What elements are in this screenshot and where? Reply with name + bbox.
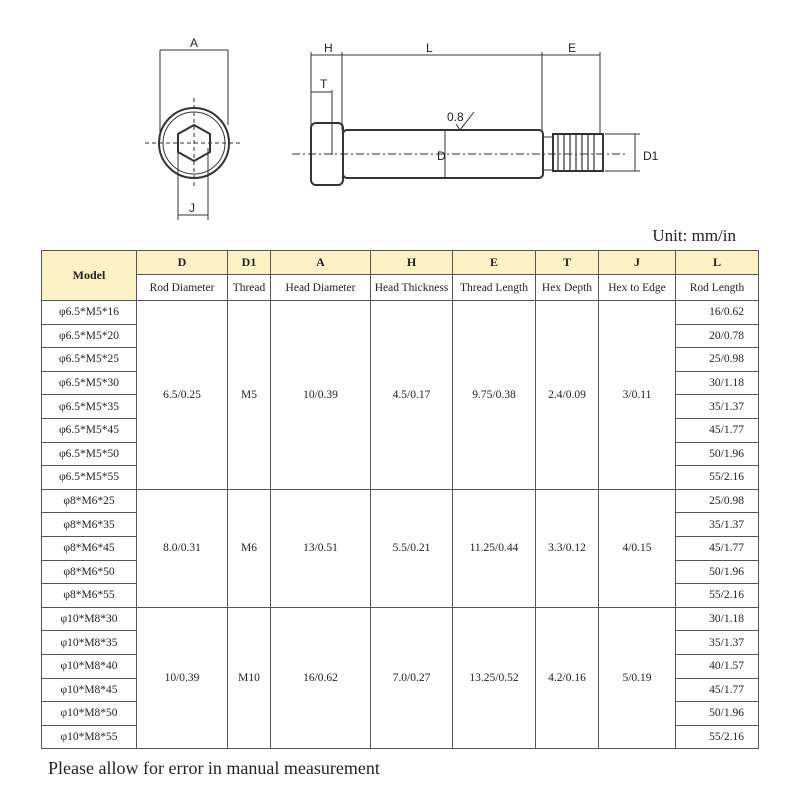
rod-length-cell: 25/0.98: [676, 489, 759, 513]
header-name-e: Thread Length: [453, 275, 536, 301]
spec-cell-j: 5/0.19: [599, 607, 676, 749]
header-name-l: Rod Length: [676, 275, 759, 301]
rod-length-cell: 40/1.57: [676, 654, 759, 678]
rod-length-cell: 50/1.96: [676, 560, 759, 584]
spec-cell-d1: M10: [228, 607, 271, 749]
model-cell: φ10*M8*45: [42, 678, 137, 702]
spec-cell-t: 3.3/0.12: [536, 489, 599, 607]
surface-roughness-label: 0.8: [447, 110, 464, 124]
spec-cell-t: 2.4/0.09: [536, 301, 599, 490]
spec-cell-h: 4.5/0.17: [371, 301, 453, 490]
measurement-note: Please allow for error in manual measurement: [48, 758, 380, 778]
model-cell: φ10*M8*30: [42, 607, 137, 631]
dim-label-d1: D1: [643, 149, 659, 163]
header-code-h: H: [371, 251, 453, 275]
header-code-d: D: [137, 251, 228, 275]
table-row: [42, 489, 759, 513]
model-cell: φ6.5*M5*16: [42, 301, 137, 325]
dim-label-e: E: [568, 41, 577, 55]
spec-cell-a: 16/0.62: [271, 607, 371, 749]
header-code-l: L: [676, 251, 759, 275]
model-cell: φ8*M6*25: [42, 489, 137, 513]
dim-label-h: H: [324, 41, 333, 55]
header-code-t: T: [536, 251, 599, 275]
rod-length-cell: 55/2.16: [676, 466, 759, 490]
rod-length-cell: 25/0.98: [676, 348, 759, 372]
rod-length-cell: 20/0.78: [676, 324, 759, 348]
model-cell: φ8*M6*55: [42, 584, 137, 608]
header-model: Model: [42, 251, 137, 301]
spec-cell-h: 7.0/0.27: [371, 607, 453, 749]
header-name-a: Head Diameter: [271, 275, 371, 301]
rod-length-cell: 35/1.37: [676, 631, 759, 655]
header-name-j: Hex to Edge: [599, 275, 676, 301]
header-code-a: A: [271, 251, 371, 275]
spec-cell-d1: M5: [228, 301, 271, 490]
header-name-d: Rod Diameter: [137, 275, 228, 301]
dim-label-t: T: [320, 77, 328, 91]
spec-cell-e: 11.25/0.44: [453, 489, 536, 607]
spec-cell-a: 13/0.51: [271, 489, 371, 607]
header-name-t: Hex Depth: [536, 275, 599, 301]
model-cell: φ6.5*M5*30: [42, 371, 137, 395]
header-row-names: [42, 275, 759, 301]
header-code-j: J: [599, 251, 676, 275]
header-name-h: Head Thickness: [371, 275, 453, 301]
model-cell: φ8*M6*45: [42, 536, 137, 560]
dim-label-l: L: [426, 41, 433, 55]
rod-length-cell: 30/1.18: [676, 607, 759, 631]
rod-length-cell: 50/1.96: [676, 702, 759, 726]
unit-label: Unit: mm/in: [652, 226, 736, 245]
spec-cell-d1: M6: [228, 489, 271, 607]
model-cell: φ6.5*M5*45: [42, 418, 137, 442]
spec-cell-t: 4.2/0.16: [536, 607, 599, 749]
rod-length-cell: 45/1.77: [676, 418, 759, 442]
model-cell: φ10*M8*40: [42, 654, 137, 678]
model-cell: φ10*M8*55: [42, 725, 137, 749]
spec-cell-a: 10/0.39: [271, 301, 371, 490]
table-row: [42, 301, 759, 325]
table-row: [42, 607, 759, 631]
spec-cell-e: 9.75/0.38: [453, 301, 536, 490]
header-code-e: E: [453, 251, 536, 275]
spec-cell-d: 10/0.39: [137, 607, 228, 749]
header-row-codes: [42, 251, 759, 275]
spec-table: [41, 250, 759, 749]
model-cell: φ10*M8*50: [42, 702, 137, 726]
spec-cell-h: 5.5/0.21: [371, 489, 453, 607]
rod-length-cell: 55/2.16: [676, 725, 759, 749]
dim-label-d: D: [437, 149, 446, 163]
spec-cell-d: 8.0/0.31: [137, 489, 228, 607]
model-cell: φ6.5*M5*55: [42, 466, 137, 490]
header-code-d1: D1: [228, 251, 271, 275]
rod-length-cell: 45/1.77: [676, 536, 759, 560]
rod-length-cell: 55/2.16: [676, 584, 759, 608]
dim-label-j: J: [189, 201, 195, 215]
model-cell: φ6.5*M5*35: [42, 395, 137, 419]
spec-cell-e: 13.25/0.52: [453, 607, 536, 749]
spec-cell-d: 6.5/0.25: [137, 301, 228, 490]
model-cell: φ10*M8*35: [42, 631, 137, 655]
dim-label-a: A: [190, 36, 199, 50]
rod-length-cell: 30/1.18: [676, 371, 759, 395]
rod-length-cell: 35/1.37: [676, 395, 759, 419]
model-cell: φ8*M6*50: [42, 560, 137, 584]
model-cell: φ8*M6*35: [42, 513, 137, 537]
rod-length-cell: 16/0.62: [676, 301, 759, 325]
model-cell: φ6.5*M5*25: [42, 348, 137, 372]
shoulder-screw-drawing: [140, 20, 700, 230]
model-cell: φ6.5*M5*20: [42, 324, 137, 348]
spec-cell-j: 3/0.11: [599, 301, 676, 490]
rod-length-cell: 45/1.77: [676, 678, 759, 702]
spec-cell-j: 4/0.15: [599, 489, 676, 607]
model-cell: φ6.5*M5*50: [42, 442, 137, 466]
rod-length-cell: 50/1.96: [676, 442, 759, 466]
header-name-d1: Thread: [228, 275, 271, 301]
rod-length-cell: 35/1.37: [676, 513, 759, 537]
